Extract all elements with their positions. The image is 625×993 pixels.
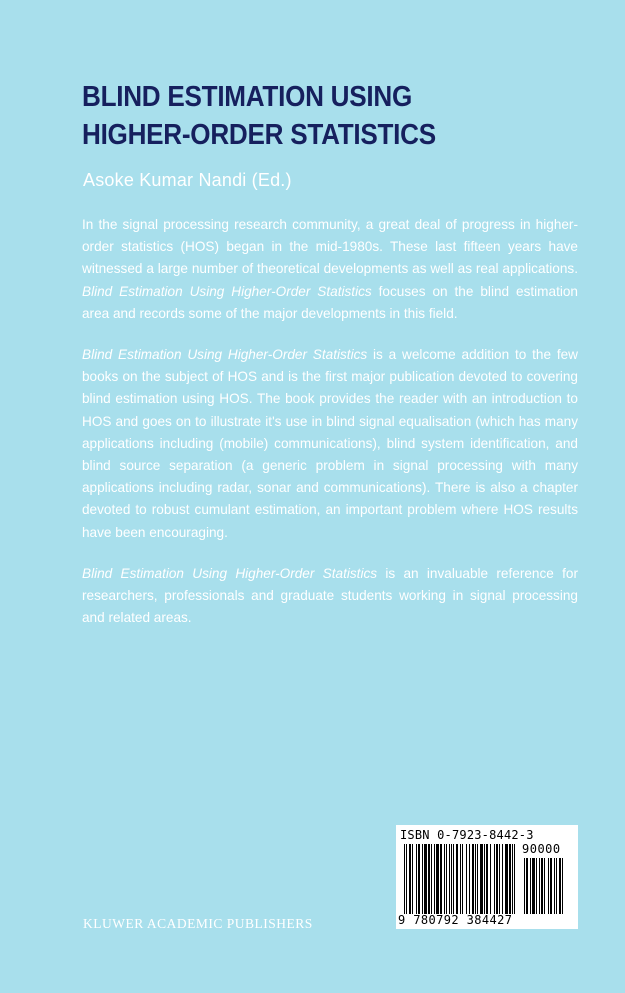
blurb-p2-title: Blind Estimation Using Higher-Order Statistics	[82, 347, 368, 363]
barcode-bar	[422, 844, 423, 914]
barcode-main-bars	[404, 844, 518, 914]
barcode-bar	[562, 858, 563, 914]
barcode-bar	[480, 844, 483, 914]
barcode-bar	[431, 844, 432, 914]
barcode-bar	[494, 844, 495, 914]
blurb-paragraph-1	[82, 214, 578, 325]
title-line-1: BLIND ESTIMATION USING	[82, 81, 412, 113]
blurb-p3-title: Blind Estimation Using Higher-Order Statistics	[82, 565, 378, 581]
barcode-bar	[424, 844, 427, 914]
blurb-p1-text: In the signal processing research community, a great deal of progress in higher-order statistics (HOS) began in the mid-1980s. These last fifteen years have witnessed a large number of theoretical developments as well as real applications.	[82, 217, 578, 277]
blurb-p3-text: is an invaluable reference for researchers, professionals and graduate students working in signal processing and related areas.	[82, 565, 578, 626]
barcode-bar	[440, 844, 442, 914]
barcode-bar	[550, 858, 552, 914]
barcode-bar	[409, 844, 411, 914]
barcode-bar	[509, 844, 511, 914]
barcode-bar	[559, 858, 561, 914]
barcode-bar	[434, 844, 435, 914]
barcode-bar	[514, 844, 515, 914]
barcode-bar	[548, 858, 549, 914]
barcode-bar	[469, 844, 470, 914]
barcode-bar	[502, 844, 503, 914]
isbn-number: ISBN 0-7923-8442-3	[400, 828, 534, 842]
barcode-bar	[475, 844, 476, 914]
publisher-name: KLUWER ACADEMIC PUBLISHERS	[83, 916, 313, 931]
barcode-bar	[512, 844, 513, 914]
barcode-bar	[486, 844, 488, 914]
barcode-bar	[462, 844, 463, 914]
barcode-bar	[541, 858, 543, 914]
blurb-paragraph-3	[82, 563, 578, 630]
blurb-p1-tail: focuses on the blind estimation area and records some of the major developments in this field.	[82, 283, 578, 321]
barcode-bar	[404, 844, 405, 914]
barcode-bar	[416, 844, 417, 914]
barcode-bar	[466, 844, 467, 914]
barcode-bar	[412, 844, 413, 914]
barcode-bar	[428, 844, 430, 914]
blurb	[82, 214, 578, 648]
barcode-addon-bars	[524, 858, 574, 914]
blurb-paragraph-2	[82, 344, 578, 544]
barcode-bar	[406, 844, 407, 914]
blurb-p2-text: is a welcome addition to the few books on the subject of HOS and is the first major publication devoted to covering blind estimation using HOS. The book provides the reader with an introduction to HOS and goes on to illustrate it's use in blind signal equalisation (which has many applications including (mobile) communications), blind system identification, and blind source separation (a generic problem in signal processing with many applications including radar, sonar and communications). There is also a chapter devoted to robust cumulant estimation, an important problem where HOS results have been encouraging.	[82, 347, 578, 540]
book-title	[82, 78, 514, 154]
title-line-2: HIGHER-ORDER STATISTICS	[82, 119, 436, 151]
barcode-bar	[418, 844, 420, 914]
barcode-bar	[536, 858, 537, 914]
barcode-bar	[460, 844, 461, 914]
barcode-bar	[436, 844, 439, 914]
barcode-bar	[449, 844, 450, 914]
barcode-bar	[490, 844, 491, 914]
barcode-bar	[505, 844, 508, 914]
barcode-bar	[477, 844, 478, 914]
barcode-bar	[530, 858, 531, 914]
barcode-bar	[539, 858, 540, 914]
barcode-bar	[554, 858, 555, 914]
blurb-p1-title: Blind Estimation Using Higher-Order Statistics	[82, 283, 372, 299]
barcode-bar	[456, 844, 458, 914]
barcode-bar	[532, 858, 535, 914]
barcode-bar	[556, 858, 557, 914]
barcode-bar	[524, 858, 525, 914]
barcode-bar	[544, 858, 545, 914]
isbn-barcode	[396, 825, 578, 929]
barcode-bar	[444, 844, 445, 914]
barcode-bar	[496, 844, 498, 914]
barcode-bar	[484, 844, 485, 914]
barcode-bar	[451, 844, 452, 914]
author-name: Asoke Kumar Nandi (Ed.)	[83, 170, 292, 190]
barcode-bar	[499, 844, 500, 914]
barcode-bar	[472, 844, 474, 914]
barcode-bar	[526, 858, 528, 914]
barcode-addon-code: 90000	[522, 842, 561, 856]
barcode-bar	[453, 844, 454, 914]
ean-digits: 9 780792 384427	[398, 913, 513, 927]
barcode-bar	[446, 844, 447, 914]
